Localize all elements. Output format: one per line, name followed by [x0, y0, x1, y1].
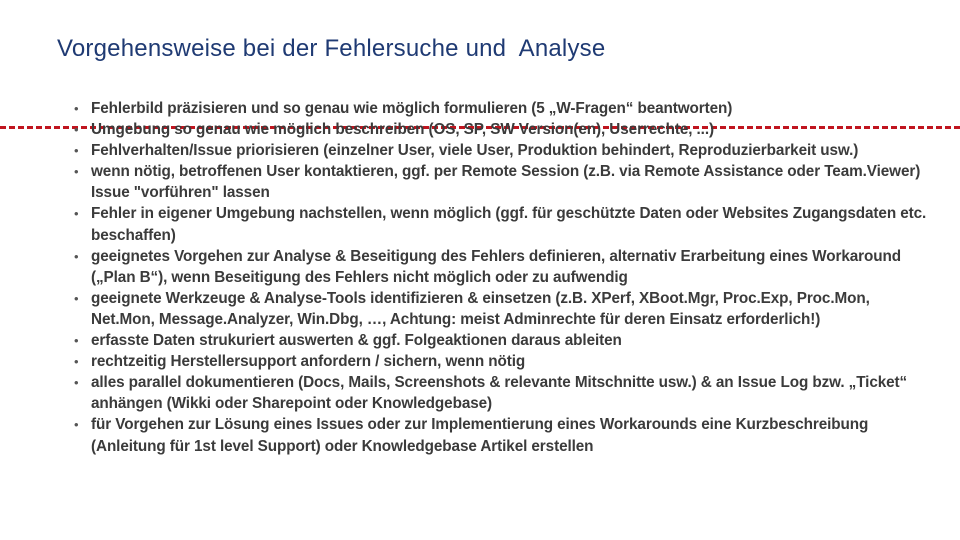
bullet-text: Umgebung so genau wie möglich beschreiben (OS, SP, SW Version(en), Userrechte, ...): [91, 121, 714, 139]
bullet-icon: •: [74, 417, 79, 433]
bullet-item: [74, 372, 934, 414]
slide-title: Vorgehensweise bei der Fehlersuche und Analyse: [57, 35, 606, 62]
bullet-icon: •: [74, 143, 79, 159]
bullet-item: [74, 119, 934, 140]
bullet-item: [74, 98, 934, 119]
bullet-icon: •: [74, 101, 79, 116]
bullet-item: [74, 330, 934, 351]
bullet-icon: •: [74, 333, 79, 349]
bullet-icon: •: [74, 206, 79, 222]
bullet-item: [74, 140, 934, 161]
bullet-text: geeignete Werkzeuge & Analyse-Tools identifizieren & einsetzen (z.B. XPerf, XBoot.Mgr, Proc.Exp, Proc.Mon, Net.Mon, Message.Analyzer, Win.Dbg, …, Achtung: meist Adminrechte für deren Einsatz erforderlich!): [91, 289, 870, 328]
bullet-icon: •: [74, 290, 79, 306]
bullet-text: rechtzeitig Herstellersupport anfordern / sichern, wenn nötig: [91, 353, 526, 371]
bullet-text: Fehler in eigener Umgebung nachstellen, wenn möglich (ggf. für geschützte Daten oder Websites Zugangsdaten etc. beschaffen): [91, 205, 927, 244]
bullet-item: [74, 203, 934, 245]
bullet-icon: •: [74, 375, 79, 391]
bullet-text: Fehlverhalten/Issue priorisieren (einzelner User, viele User, Produktion behindert, Reproduzierbarkeit usw.): [91, 142, 859, 160]
bullet-list: [74, 98, 934, 457]
bullet-text: erfasste Daten strukuriert auswerten & ggf. Folgeaktionen daraus ableiten: [91, 332, 622, 350]
bullet-text: alles parallel dokumentieren (Docs, Mails, Screenshots & relevante Mitschnitte usw.) & an Issue Log bzw. „Ticket“ anhängen (Wikki oder Sharepoint oder Knowledgebase): [91, 374, 908, 413]
bullet-text: geeignetes Vorgehen zur Analyse & Beseitigung des Fehlers definieren, alternativ Erarbeitung eines Workaround („Plan B“), wenn Beseitigung des Fehlers nicht möglich oder zu aufwendig: [91, 247, 901, 286]
bullet-text: für Vorgehen zur Lösung eines Issues oder zur Implementierung eines Workarounds eine Kurzbeschreibung (Anleitung für 1st level Support) oder Knowledgebase Artikel erstellen: [91, 416, 869, 455]
bullet-icon: •: [74, 122, 79, 138]
bullet-item: [74, 414, 934, 456]
bullet-item: [74, 246, 934, 288]
bullet-icon: •: [74, 248, 79, 264]
bullet-item: [74, 288, 934, 330]
bullet-icon: •: [74, 354, 79, 370]
bullet-text: wenn nötig, betroffenen User kontaktieren, ggf. per Remote Session (z.B. via Remote Assistance oder Team.Viewer) Issue "vorführen" lassen: [91, 163, 921, 202]
bullet-item: [74, 351, 934, 372]
bullet-item: [74, 161, 934, 203]
bullet-icon: •: [74, 164, 79, 180]
bullet-text: Fehlerbild präzisieren und so genau wie möglich formulieren (5 „W-Fragen“ beantworten): [91, 100, 733, 117]
